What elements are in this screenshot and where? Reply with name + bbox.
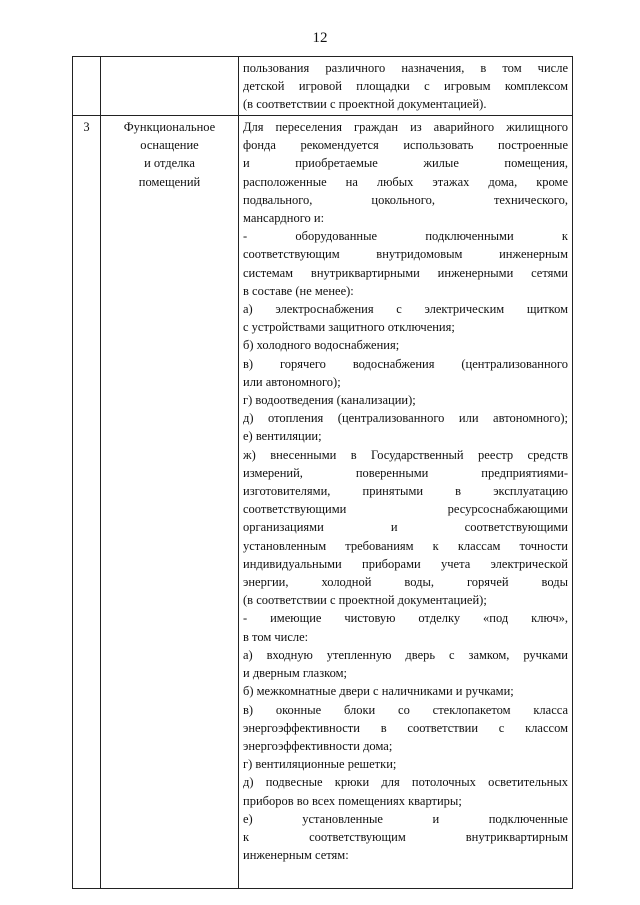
row-text-lines	[243, 59, 568, 114]
text-line: - имеющие чистовую отделку «под ключ»,	[243, 611, 568, 626]
text-line: установленным требованиям к классам точности	[243, 538, 568, 553]
text-line: - оборудованные подключенными к	[243, 229, 568, 244]
text-line: соответствующими ресурсоснабжающими	[243, 502, 568, 517]
text-line: Для переселения граждан из аварийного жилищного	[243, 120, 568, 134]
text-line: к соответствующим внутриквартирным	[243, 829, 568, 844]
text-line: д) отопления (централизованного или автономного);	[243, 411, 568, 426]
text-line: в составе (не менее):	[243, 283, 354, 298]
text-line: в) горячего водоснабжения (централизованного	[243, 356, 568, 371]
text-line: д) подвесные крюки для потолочных осветительных	[243, 775, 568, 790]
page-number: 12	[312, 30, 328, 46]
text-line: г) вентиляционные решетки;	[243, 757, 397, 772]
text-line: б) межкомнатные двери с наличниками и ручками;	[243, 684, 514, 699]
table-row	[73, 57, 573, 116]
text-line: и дверным глазком;	[243, 666, 347, 681]
text-line: с устройствами защитного отключения;	[243, 320, 455, 335]
text-line: г) водоотведения (канализации);	[243, 393, 416, 408]
text-line: расположенные на любых этажах дома, кроме	[243, 174, 568, 189]
text-line: системам внутриквартирными инженерными сетями	[243, 265, 568, 280]
text-line: б) холодного водоснабжения;	[243, 338, 400, 353]
text-line: подвального, цокольного, технического,	[243, 192, 568, 207]
row-name-line: помещений	[138, 174, 201, 189]
text-line: приборов во всех помещениях квартиры;	[243, 793, 462, 808]
requirements-table	[72, 56, 573, 889]
text-line: (в соответствии с проектной документацией).	[243, 97, 487, 112]
text-line: изготовителями, принятыми в эксплуатацию	[243, 484, 568, 499]
text-line: инженерным сетям:	[243, 848, 349, 863]
text-line: энергоэффективности в соответствии с классом	[243, 720, 568, 735]
text-line: а) электроснабжения с электрическим щитком	[243, 302, 568, 317]
row-name-cell	[101, 116, 239, 889]
row-name-line: Функциональное	[123, 120, 216, 134]
row-number-cell: 3	[73, 116, 101, 889]
row-text-cell	[239, 116, 573, 889]
text-line: в том числе:	[243, 629, 309, 644]
text-line: соответствующим внутридомовым инженерным	[243, 247, 568, 262]
text-line: в) оконные блоки со стеклопакетом класса	[243, 702, 568, 717]
row-text-cell	[239, 57, 573, 116]
text-line: энергоэффективности дома;	[243, 738, 393, 753]
text-line: организациями и соответствующими	[243, 520, 568, 535]
row-number-cell	[73, 57, 101, 116]
text-line: фонда рекомендуется использовать построенные	[243, 138, 568, 153]
text-line: индивидуальными приборами учета электрической	[243, 556, 568, 571]
text-line: е) вентиляции;	[243, 429, 322, 444]
text-line: (в соответствии с проектной документацией);	[243, 593, 487, 608]
text-line: измерений, поверенными предприятиями-	[243, 465, 568, 480]
row-name-line: и отделка	[144, 156, 195, 171]
table-row	[73, 116, 573, 889]
text-line: ж) внесенными в Государственный реестр средств	[243, 447, 568, 462]
text-line: или автономного);	[243, 374, 341, 389]
text-line: детской игровой площадки с игровым комплексом	[243, 79, 568, 94]
text-line: пользования различного назначения, в том числе	[243, 61, 568, 75]
row-name-line: оснащение	[140, 138, 199, 153]
text-line: а) входную утепленную дверь с замком, ручками	[243, 647, 568, 662]
text-line: мансардного и:	[243, 211, 325, 226]
text-line: энергии, холодной воды, горячей воды	[243, 575, 568, 590]
text-line: и приобретаемые жилые помещения,	[243, 156, 568, 171]
row-text-lines	[243, 118, 568, 864]
text-line: е) установленные и подключенные	[243, 811, 568, 826]
row-name-cell	[101, 57, 239, 116]
